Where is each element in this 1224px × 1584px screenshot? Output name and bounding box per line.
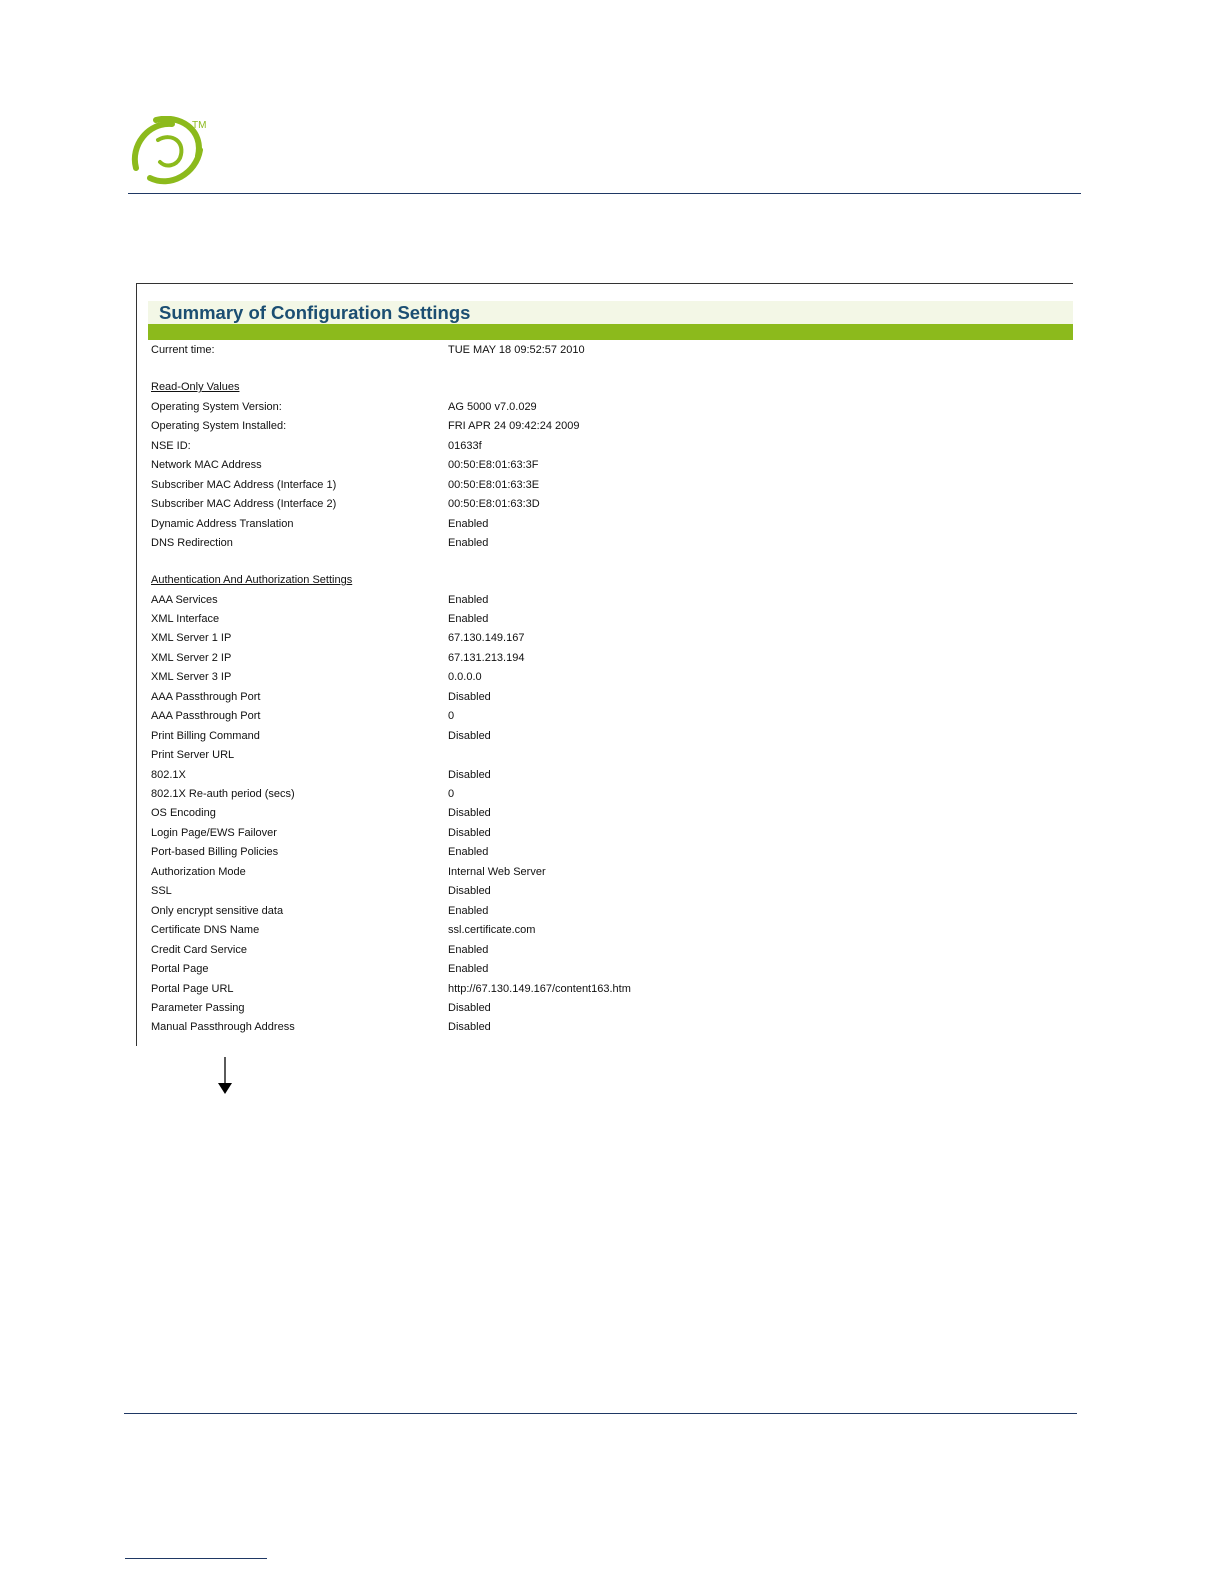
- setting-label: XML Interface: [151, 612, 220, 625]
- setting-label: Dynamic Address Translation: [151, 517, 294, 530]
- setting-row: [151, 707, 1051, 725]
- setting-value: Internal Web Server: [448, 865, 546, 878]
- setting-label: NSE ID:: [151, 439, 191, 452]
- setting-value: Enabled: [448, 846, 489, 859]
- setting-value: 01633f: [448, 439, 482, 452]
- setting-row: [151, 941, 1051, 959]
- setting-row: [151, 863, 1051, 881]
- setting-row: [151, 417, 1051, 435]
- header-rule: [128, 193, 1081, 194]
- setting-value: Disabled: [448, 768, 491, 781]
- setting-label: Port-based Billing Policies: [151, 846, 279, 859]
- setting-row: [151, 999, 1051, 1017]
- setting-row: [151, 766, 1051, 784]
- setting-label: Authorization Mode: [151, 865, 246, 878]
- setting-value: 00:50:E8:01:63:3F: [448, 459, 539, 471]
- setting-row: [151, 649, 1051, 667]
- setting-label: AAA Passthrough Port: [151, 690, 261, 703]
- setting-row: [151, 902, 1051, 920]
- setting-label: DNS Redirection: [151, 537, 233, 549]
- setting-label: OS Encoding: [151, 807, 216, 820]
- setting-value: Disabled: [448, 807, 491, 820]
- setting-label: Subscriber MAC Address (Interface 1): [151, 478, 337, 491]
- setting-label: XML Server 1 IP: [151, 632, 232, 645]
- setting-label: Certificate DNS Name: [151, 924, 260, 937]
- setting-value: FRI APR 24 09:42:24 2009: [448, 420, 580, 432]
- setting-row: [151, 629, 1051, 647]
- setting-row: [151, 476, 1051, 494]
- setting-row: [151, 960, 1051, 978]
- setting-label: 802.1X Re-auth period (secs): [151, 788, 295, 800]
- setting-label: Portal Page URL: [151, 982, 234, 995]
- setting-row: [151, 668, 1051, 686]
- setting-label: 802.1X: [151, 768, 186, 781]
- setting-row: [151, 591, 1051, 609]
- current-time-row: [151, 341, 1051, 359]
- current-time-value: TUE MAY 18 09:52:57 2010: [448, 344, 585, 356]
- setting-row: [151, 534, 1051, 552]
- setting-label: AAA Services: [151, 593, 218, 606]
- setting-value: Disabled: [448, 885, 491, 898]
- setting-value: Enabled: [448, 537, 489, 549]
- setting-value: http://67.130.149.167/content163.htm: [448, 982, 631, 995]
- swirl-logo-icon: [128, 116, 218, 188]
- setting-row: [151, 921, 1051, 939]
- page-title: Summary of Configuration Settings: [159, 302, 471, 323]
- current-time-label: Current time:: [151, 344, 215, 356]
- setting-label: AAA Passthrough Port: [151, 710, 261, 723]
- setting-row: [151, 746, 1051, 764]
- setting-value: Enabled: [448, 963, 489, 976]
- setting-label: XML Server 3 IP: [151, 671, 232, 684]
- setting-label: Manual Passthrough Address: [151, 1021, 295, 1034]
- auth-heading[interactable]: Authentication And Authorization Settings: [151, 574, 353, 586]
- setting-label: Print Server URL: [151, 749, 235, 762]
- setting-value: Disabled: [448, 690, 491, 703]
- setting-label: Print Billing Command: [151, 729, 260, 742]
- title-underbar: [148, 324, 1073, 340]
- config-summary-panel: [136, 283, 1073, 1046]
- setting-row: [151, 785, 1051, 803]
- setting-label: Network MAC Address: [151, 459, 262, 471]
- setting-value: 0.0.0.0: [448, 671, 482, 684]
- setting-row: [151, 1018, 1051, 1036]
- setting-label: Credit Card Service: [151, 943, 247, 956]
- setting-value: ssl.certificate.com: [448, 924, 536, 937]
- setting-value: 0: [448, 710, 455, 723]
- setting-row: [151, 824, 1051, 842]
- setting-label: Parameter Passing: [151, 1001, 245, 1014]
- setting-label: SSL: [151, 885, 172, 898]
- setting-row: [151, 804, 1051, 822]
- setting-value: Enabled: [448, 943, 489, 956]
- setting-label: Operating System Version:: [151, 400, 282, 413]
- setting-value: 00:50:E8:01:63:3D: [448, 498, 540, 510]
- setting-value: 0: [448, 788, 455, 800]
- title-band: [148, 301, 1073, 325]
- setting-row: [151, 727, 1051, 745]
- setting-row: [151, 882, 1051, 900]
- setting-row: [151, 980, 1051, 998]
- setting-value: Disabled: [448, 1001, 491, 1014]
- setting-row: [151, 515, 1051, 533]
- setting-row: [151, 610, 1051, 628]
- setting-row: [151, 398, 1051, 416]
- setting-value: AG 5000 v7.0.029: [448, 400, 537, 413]
- setting-label: Operating System Installed:: [151, 420, 287, 432]
- setting-value: Enabled: [448, 612, 489, 625]
- setting-value: Enabled: [448, 593, 489, 606]
- footer-rule: [124, 1413, 1077, 1414]
- setting-row: [151, 688, 1051, 706]
- setting-row: [151, 437, 1051, 455]
- setting-value: 67.131.213.194: [448, 651, 525, 664]
- setting-label: Subscriber MAC Address (Interface 2): [151, 498, 337, 510]
- setting-row: [151, 456, 1051, 474]
- setting-value: Disabled: [448, 826, 491, 839]
- footnote-rule: [125, 1558, 267, 1559]
- setting-value: 67.130.149.167: [448, 632, 525, 645]
- trademark-mark: TM: [192, 120, 207, 131]
- setting-value: Disabled: [448, 729, 491, 742]
- setting-label: Login Page/EWS Failover: [151, 826, 277, 839]
- setting-row: [151, 495, 1051, 513]
- setting-value: Enabled: [448, 904, 489, 917]
- setting-label: XML Server 2 IP: [151, 651, 232, 664]
- readonly-heading[interactable]: Read-Only Values: [151, 381, 240, 393]
- setting-value: Enabled: [448, 517, 489, 530]
- down-arrow-icon: [216, 1057, 234, 1095]
- setting-label: Portal Page: [151, 963, 209, 976]
- setting-value: Disabled: [448, 1021, 491, 1034]
- setting-row: [151, 843, 1051, 861]
- setting-label: Only encrypt sensitive data: [151, 904, 284, 917]
- setting-value: 00:50:E8:01:63:3E: [448, 478, 540, 491]
